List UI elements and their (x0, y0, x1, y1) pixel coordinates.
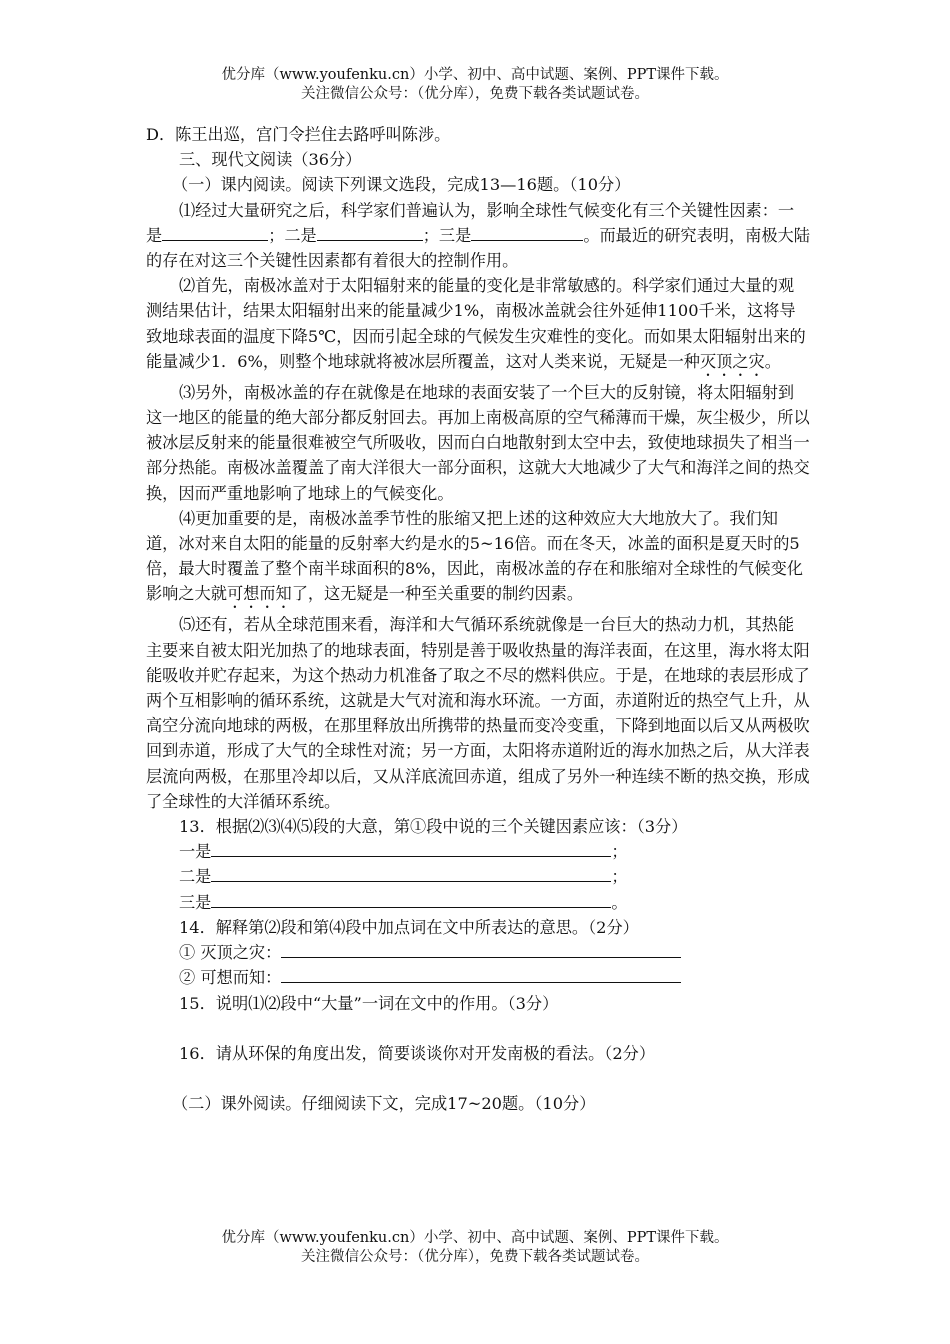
paragraph-4-text-b: 了，这无疑是一种至关重要的制约因素。 (291, 584, 584, 604)
document-body (146, 122, 810, 1116)
option-d: D．陈王出巡，宫门令拦住去路呼叫陈涉。 (146, 125, 451, 144)
answer-space-15[interactable] (146, 1016, 810, 1041)
answer-label: 三是 (179, 892, 212, 912)
dotted-word-2: 可想而知 (226, 584, 292, 604)
paragraph-2 (146, 273, 810, 380)
paragraph-1 (146, 198, 810, 274)
header-line-1: 优分库（www.youfenku.cn）小学、初中、高中试题、案例、PPT课件下载。 (221, 67, 729, 83)
answer-end: ； (611, 867, 628, 887)
question-14: 14．解释第⑵段和第⑷段中加点词在文中所表达的意思。（2分） (179, 917, 639, 937)
answer-blank[interactable] (211, 839, 611, 857)
answer-line-13-2 (146, 864, 810, 889)
answer-line-13-3 (146, 890, 810, 915)
footer-line-1: 优分库（www.youfenku.cn）小学、初中、高中试题、案例、PPT课件下载。 (221, 1230, 729, 1246)
paragraph-2-text-b: 。 (764, 351, 781, 371)
blank-factor-1[interactable] (162, 223, 268, 241)
paragraph-4 (146, 506, 810, 613)
answer-label: ② 可想而知： (179, 968, 282, 988)
answer-label: ① 灭顶之灾： (179, 943, 282, 963)
answer-blank[interactable] (211, 864, 611, 882)
paragraph-1-text-a: ⑴经过大量研究之后，科学家们普遍认为，影响全球性气候变化有三个关键性因素：一是 (146, 200, 795, 245)
blank-factor-2[interactable] (317, 223, 423, 241)
section-three-title: 三、现代文阅读（36分） (179, 150, 362, 170)
paragraph-2-text-a: ⑵首先，南极冰盖对于太阳辐射来的能量的变化是非常敏感的。科学家们通过大量的观测结果估计，结果太阳辐射出来的能量减少1%，南极冰盖就会往外延伸1100千米，这将导致地球表面的温度下降5℃，因而引起全球的气候发生灾难性的变化。而如果太阳辐射出来的能量减少1．6%，则整个地球就将被冰层所覆盖，这对人类来说，无疑是一种 (146, 276, 806, 371)
blank-factor-3[interactable] (471, 223, 583, 241)
answer-blank[interactable] (281, 965, 681, 983)
footer-line-2: 关注微信公众号：（优分库），免费下载各类试题试卷。 (301, 1249, 649, 1265)
answer-blank[interactable] (281, 940, 681, 958)
page-header (0, 66, 950, 104)
answer-line-14-2 (146, 965, 810, 990)
answer-end: 。 (611, 892, 628, 912)
answer-line-14-1 (146, 940, 810, 965)
header-line-2: 关注微信公众号：（优分库），免费下载各类试题试卷。 (301, 86, 649, 102)
answer-label: 一是 (179, 842, 212, 862)
subsection-two-title: （二）课外阅读。仔细阅读下文，完成17~20题。（10分） (172, 1093, 596, 1113)
answer-end: ； (611, 842, 628, 862)
answer-label: 二是 (179, 867, 212, 887)
paragraph-1-text-c: ；三是 (422, 225, 472, 245)
question-15: 15．说明⑴⑵段中“大量”一词在文中的作用。（3分） (179, 993, 559, 1013)
paragraph-3: ⑶另外，南极冰盖的存在就像是在地球的表面安装了一个巨大的反射镜，将太阳辐射到这一地区的能量的绝大部分都反射回去。再加上南极高原的空气稀薄而干燥，灰尘极少，所以被冰层反射来的能量很难被空气所吸收，因而白白地散射到太空中去，致使地球损失了相当一部分热能。南极冰盖覆盖了南大洋很大一部分面积，这就大大地减少了大气和海洋之间的热交换，因而严重地影响了地球上的气候变化。 (146, 382, 810, 503)
dotted-word-1: 灭顶之灾 (699, 351, 765, 371)
paragraph-5: ⑸还有，若从全球范围来看，海洋和大气循环系统就像是一台巨大的热动力机，其热能主要来自被太阳光加热了的地球表面，特别是善于吸收热量的海洋表面，在这里，海水将太阳能吸收并贮存起来，为这个热动力机准备了取之不尽的燃料供应。于是，在地球的表层形成了两个互相影响的循环系统，这就是大气对流和海水环流。一方面，赤道附近的热空气上升，从高空分流向地球的两极，在那里释放出所携带的热量而变冷变重，下降到地面以后又从两极吹回到赤道，形成了大气的全球性对流；另一方面，太阳将赤道附近的海水加热之后，从大洋表层流向两极，在那里冷却以后，又从洋底流回赤道，组成了另外一种连续不断的热交换，形成了全球性的大洋循环系统。 (146, 615, 810, 811)
paragraph-4-text-a: ⑷更加重要的是，南极冰盖季节性的胀缩又把上述的这种效应大大地放大了。我们知道，冰对来自太阳的能量的反射率大约是水的5~16倍。而在冬天，冰盖的面积是夏天时的5倍，最大时覆盖了整个南半球面积的8%，因此，南极冰盖的存在和胀缩对全球性的气候变化影响之大就 (146, 508, 803, 604)
paragraph-1-text-d: 。而最近的研究表明，南极大陆的存在对这三个关键性因素都有着很大的控制作用。 (146, 225, 810, 271)
page-footer (0, 1229, 950, 1267)
paragraph-1-text-b: ；二是 (268, 225, 317, 245)
question-16: 16．请从环保的角度出发，简要谈谈你对开发南极的看法。（2分） (179, 1043, 656, 1063)
subsection-one-title: （一）课内阅读。阅读下列课文选段，完成13—16题。（10分） (172, 175, 631, 195)
answer-space-16[interactable] (146, 1066, 810, 1091)
answer-blank[interactable] (211, 890, 611, 908)
answer-line-13-1 (146, 839, 810, 864)
question-13: 13．根据⑵⑶⑷⑸段的大意，第①段中说的三个关键因素应该：（3分） (179, 817, 688, 837)
